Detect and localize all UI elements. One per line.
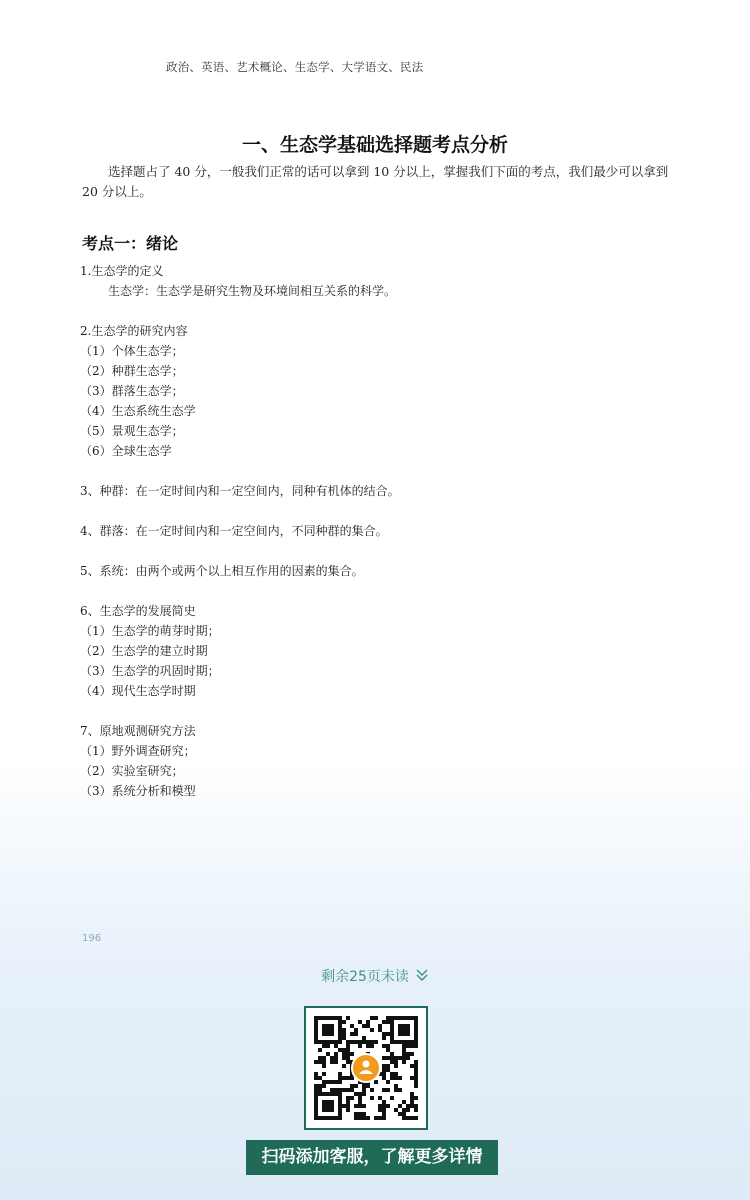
section-title: 一、生态学基础选择题考点分析 <box>241 134 508 156</box>
content-line: （1）野外调查研究； <box>80 744 196 758</box>
content-spacer <box>80 701 680 721</box>
content-line: （3）生态学的巩固时期； <box>80 664 220 678</box>
qr-code <box>304 1006 428 1130</box>
content-spacer <box>80 301 680 321</box>
content-line: （2）种群生态学； <box>80 364 184 378</box>
content-spacer <box>80 501 680 521</box>
contact-service-button[interactable]: 扫码添加客服，了解更多详情 <box>246 1140 498 1175</box>
content-line: （1）生态学的萌芽时期； <box>80 624 220 638</box>
content-spacer <box>80 581 680 601</box>
header-subjects: 政治、英语、艺术概论、生态学、大学语文、民法 <box>166 60 424 74</box>
read-more-link[interactable] <box>0 966 750 986</box>
topic-content <box>80 261 680 801</box>
intro-paragraph: 选择题占了 40 分，一般我们正常的话可以拿到 10 分以上，掌握我们下面的考点，我们最少可以拿到 20 分以上。 <box>82 164 669 199</box>
double-chevron-down-icon <box>415 968 429 986</box>
content-line: 生态学：生态学是研究生物及环境间相互关系的科学。 <box>108 284 397 298</box>
remaining-pages-text: 剩余25页未读 <box>321 969 409 985</box>
content-line: （3）群落生态学； <box>80 384 184 398</box>
content-line: 3、种群：在一定时间内和一定空间内，同种有机体的结合。 <box>80 484 400 498</box>
content-line: （2）实验室研究； <box>80 764 184 778</box>
content-line: 2.生态学的研究内容 <box>80 324 188 338</box>
content-line: （5）景观生态学； <box>80 424 184 438</box>
content-line: （6）全球生态学 <box>80 444 172 458</box>
content-line: 7、原地观测研究方法 <box>80 724 196 738</box>
content-line: （4）现代生态学时期 <box>80 684 196 698</box>
content-line: 5、系统：由两个或两个以上相互作用的因素的集合。 <box>80 564 364 578</box>
content-line: （2）生态学的建立时期 <box>80 644 208 658</box>
content-line: （4）生态系统生态学 <box>80 404 196 418</box>
content-spacer <box>80 461 680 481</box>
content-line: 4、群落：在一定时间内和一定空间内，不同种群的集合。 <box>80 524 388 538</box>
topic-heading: 考点一：绪论 <box>82 234 179 253</box>
content-line: 6、生态学的发展简史 <box>80 604 196 618</box>
page-number: 196 <box>82 933 102 944</box>
content-line: （1）个体生态学； <box>80 344 184 358</box>
qr-code-icon <box>314 1016 418 1120</box>
content-line: 1.生态学的定义 <box>80 264 164 278</box>
content-line: （3）系统分析和模型 <box>80 784 196 798</box>
content-spacer <box>80 541 680 561</box>
